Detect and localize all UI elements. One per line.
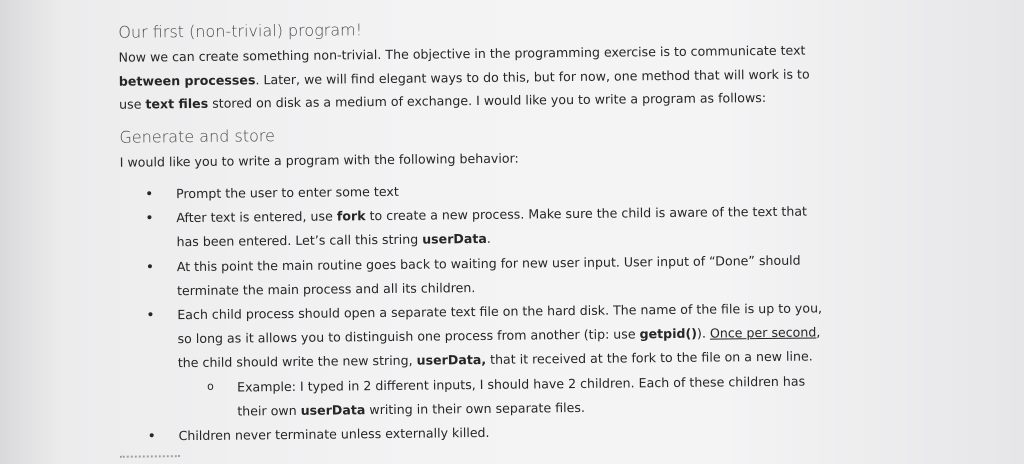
bullet-4-underline-once-per-second: Once per second bbox=[709, 324, 817, 341]
list-item bbox=[143, 295, 944, 376]
bullet-2-line-2-text: has been entered. Let’s call this string bbox=[176, 231, 423, 250]
bullet-4-comma: , bbox=[816, 324, 821, 340]
bullet-2-text-rest: to create a new process. Make sure the child is aware of the text that bbox=[365, 203, 808, 224]
section-heading-generate-store: Generate and store bbox=[119, 126, 276, 147]
lead-sentence: I would like you to write a program with the following behavior: bbox=[119, 150, 519, 170]
sub-bullet-text-rest: writing in their own separate files. bbox=[365, 399, 585, 418]
bullet-2-text: After text is entered, use bbox=[176, 208, 337, 226]
bullet-4-text-pre: so long as it allows you to distinguish one process from another (tip: use bbox=[177, 326, 640, 347]
bullet-4-line-3-pre: the child should write the new string, bbox=[177, 353, 417, 371]
sub-bullet-line-1: o Example: I typed in 2 different inputs, I should have 2 children. Each of these children has bbox=[236, 373, 806, 395]
list-item bbox=[142, 198, 942, 255]
intro-bold-processes: between processes bbox=[118, 71, 256, 89]
bullet-4-text-mid: ). bbox=[696, 325, 710, 341]
bullet-5-text: Children never terminate unless externally killed. bbox=[178, 424, 490, 444]
bullet-2-period: . bbox=[486, 231, 491, 247]
behavior-list bbox=[142, 174, 945, 449]
bullet-4-bold-userdata: userData, bbox=[416, 352, 487, 369]
bullet-4-line-1: • Each child process should open a separate text file on the hard disk. The name of the file is up to you, bbox=[177, 300, 823, 323]
section-heading-first-program: Our first (non-trivial) program! bbox=[118, 20, 363, 42]
list-item bbox=[143, 247, 943, 304]
intro-text-3-pre: use bbox=[119, 96, 146, 112]
list-item bbox=[144, 368, 944, 425]
sub-bullet-text-pre: their own bbox=[237, 402, 301, 419]
intro-paragraph bbox=[118, 37, 909, 116]
intro-text-2: . Later, we will find elegant ways to do this, but for now, one method that will work is to bbox=[255, 66, 810, 87]
cut-off-next-heading bbox=[120, 455, 180, 462]
bullet-2-bold-fork: fork bbox=[336, 208, 366, 224]
intro-text-3-rest: stored on disk as a medium of exchange. I would like you to write a program as follows: bbox=[208, 89, 767, 111]
bullet-4-line-3-rest: that it received at the fork to the file on a new line. bbox=[486, 348, 813, 368]
intro-text-1: Now we can create something non-trivial. The objective in the programming exercise is to communicate text bbox=[118, 42, 806, 65]
bullet-2-bold-userdata: userData bbox=[422, 231, 487, 247]
intro-bold-text-files: text files bbox=[145, 95, 209, 112]
bullet-3-line-2: terminate the main process and all its children. bbox=[176, 279, 476, 298]
bullet-1-text: Prompt the user to enter some text bbox=[175, 183, 399, 202]
sub-bullet-bold-userdata: userData bbox=[300, 402, 366, 418]
bullet-4-bold-getpid: getpid() bbox=[639, 325, 698, 342]
bullet-3-line-1: • At this point the main routine goes back to waiting for new user input. User input of “Done” should bbox=[176, 252, 801, 274]
